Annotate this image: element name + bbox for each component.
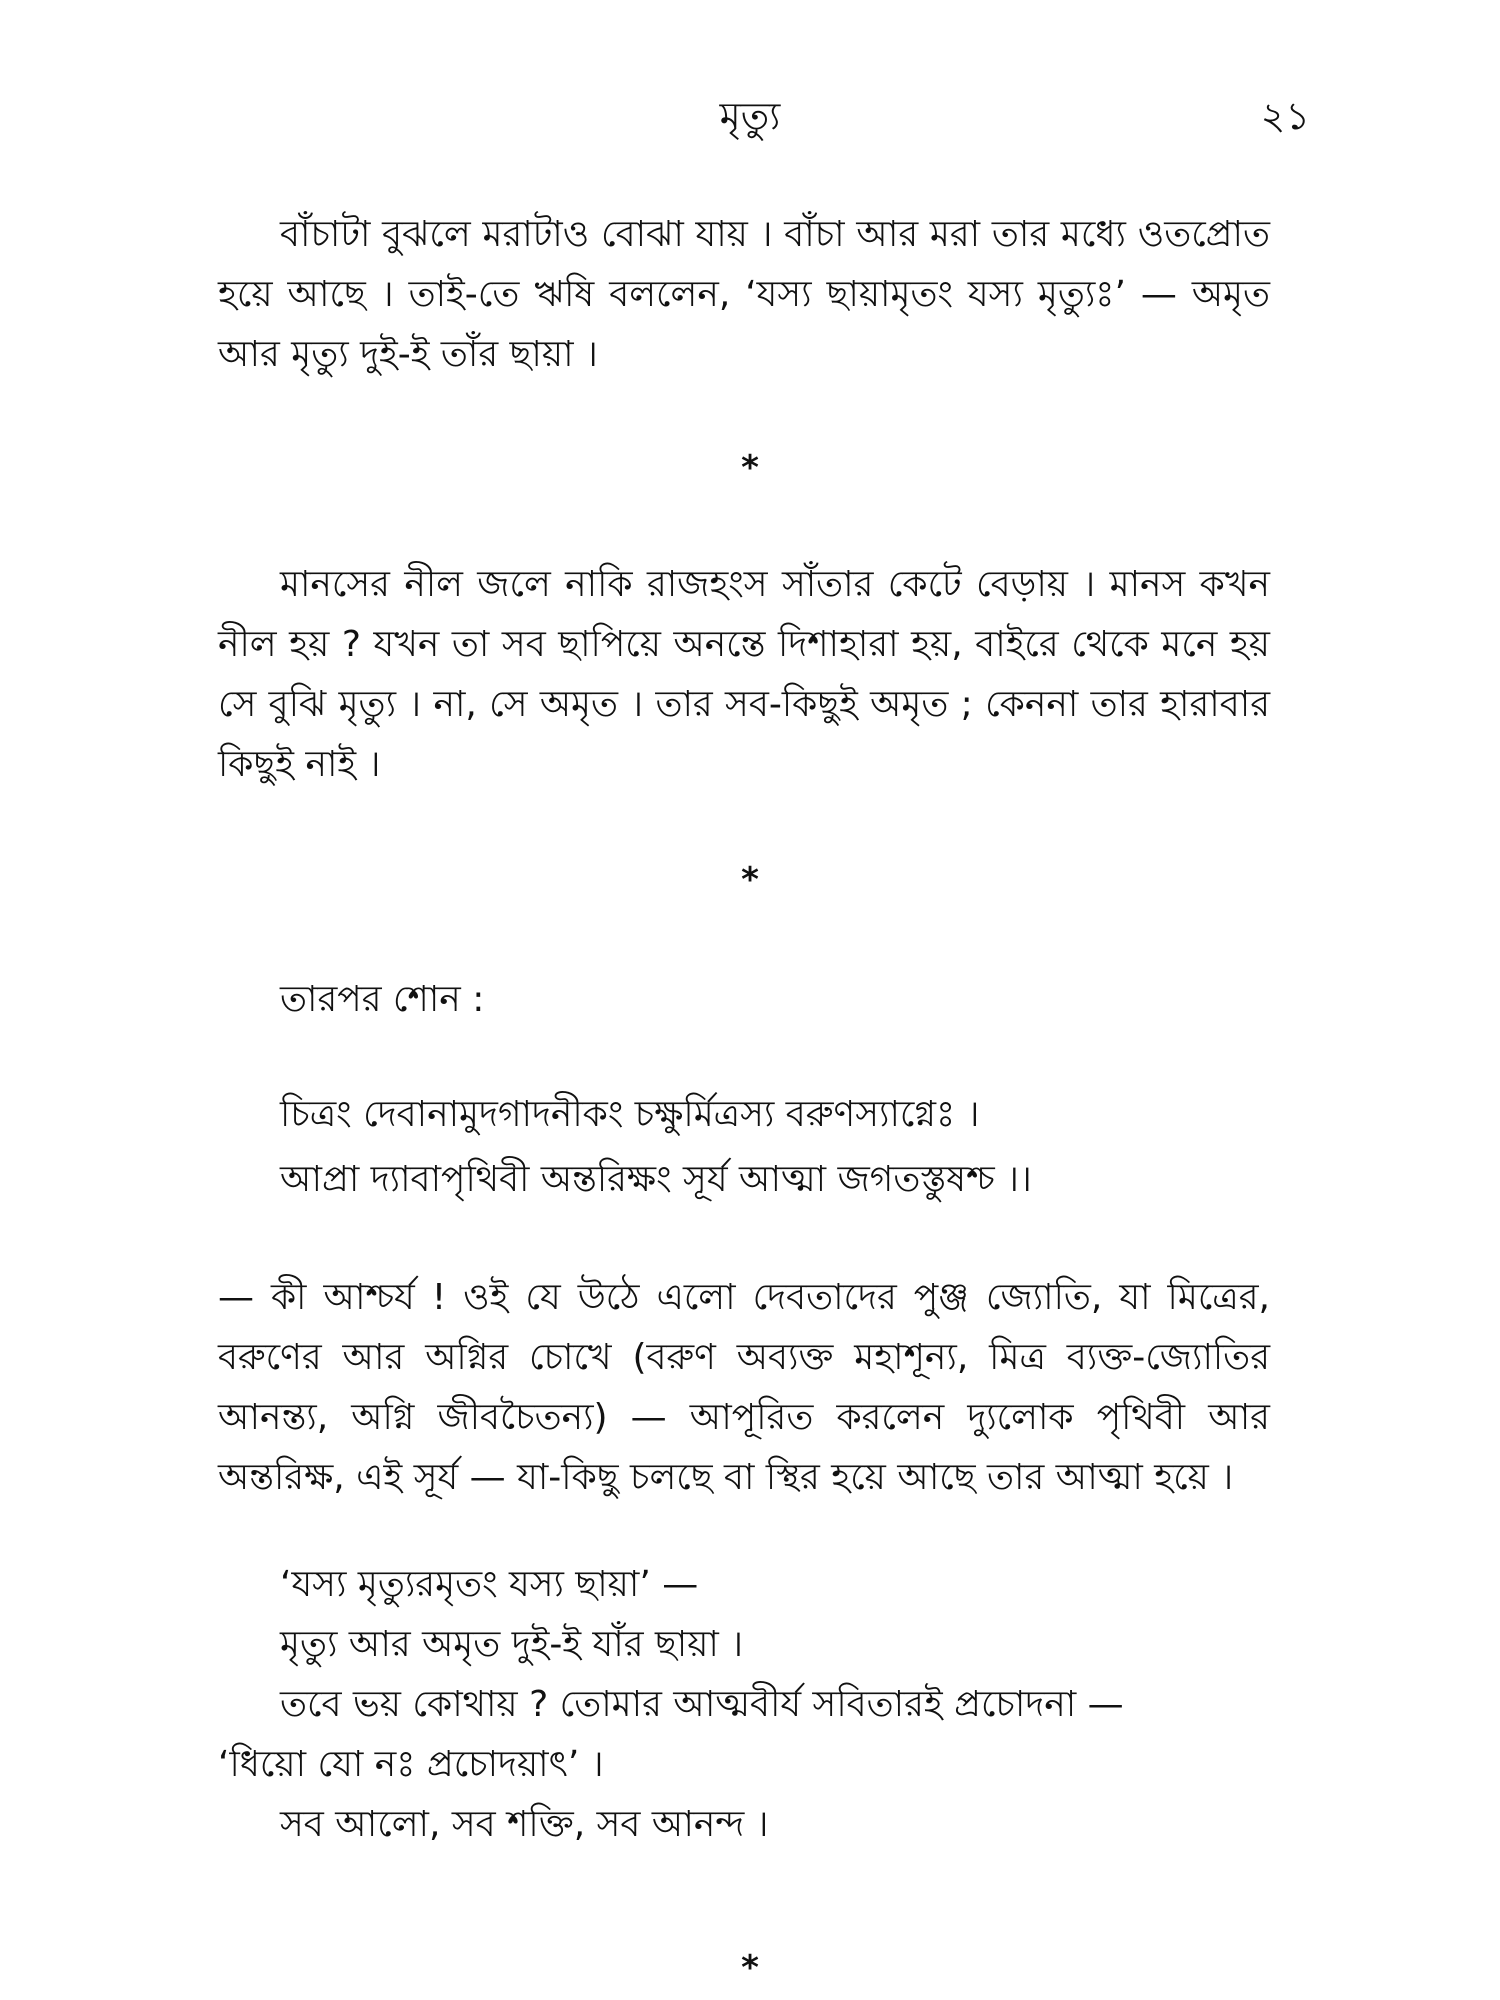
paragraph-2: মানসের নীল জলে নাকি রাজহংস সাঁতার কেটে বেড়ায় । মানস কখন নীল হয় ? যখন তা সব ছাপিয়ে অনন্তে দিশাহারা হয়, বাইরে থেকে মনে হয় সে বুঝি মৃত্যু । না, সে অমৃত । তার সব-কিছুই অমৃত ; কেননা তার হারাবার কিছুই নাই । <box>218 564 1270 785</box>
paragraph-3: — কী আশ্চর্য ! ওই যে উঠে এলো দেবতাদের পুঞ্জ জ্যোতি, যা মিত্রের, বরুণের আর অগ্নির চোখে (বরুণ অব্যক্ত মহাশূন্য, মিত্র ব্যক্ত-জ্যোতির আনন্ত্য, অগ্নি জীবচৈতন্য) — আপূরিত করলেন দ্যুলোক পৃথিবী আর অন্তরিক্ষ, এই সূর্য — যা-কিছু চলছে বা স্থির হয়ে আছে তার আত্মা হয়ে । <box>218 1277 1270 1498</box>
final-line: সব আলো, সব শক্তি, সব আনন্দ । <box>280 1804 769 1845</box>
section-separator-1: * <box>741 448 759 488</box>
verse-intro: তারপর শোন : <box>280 979 485 1020</box>
fear-line-1: তবে ভয় কোথায় ? তোমার আত্মবীর্য সবিতারই প্রচোদনা — <box>280 1684 1124 1725</box>
paragraph-1: বাঁচাটা বুঝলে মরাটাও বোঝা যায় । বাঁচা আর মরা তার মধ্যে ওতপ্রোত হয়ে আছে । তাই-তে ঋষি বললেন, ‘যস্য ছায়ামৃতং যস্য মৃত্যুঃ’ — অমৃত আর মৃত্যু দুই-ই তাঁর ছায়া । <box>218 214 1270 375</box>
fear-line-2: ‘ধিয়ো যো নঃ প্রচোদয়াৎ’ । <box>218 1744 604 1785</box>
running-header-title: মৃত্যু <box>719 94 781 138</box>
section-separator-2: * <box>741 860 759 900</box>
verse-line-1: চিত্রং দেবানামুদগাদনীকং চক্ষুর্মিত্রস্য বরুণস্যাগ্নেঃ । <box>280 1094 980 1135</box>
page-number: ২১ <box>1260 94 1310 138</box>
section-separator-3: * <box>741 1948 759 1988</box>
quote-line: ‘যস্য মৃত্যুরমৃতং যস্য ছায়া’ — <box>280 1564 699 1605</box>
quote-meaning: মৃত্যু আর অমৃত দুই-ই যাঁর ছায়া । <box>280 1624 744 1665</box>
verse-line-2: আপ্রা দ্যাবাপৃথিবী অন্তরিক্ষং সূর্য আত্মা জগতস্তুষশ্চ ।। <box>280 1159 1032 1200</box>
